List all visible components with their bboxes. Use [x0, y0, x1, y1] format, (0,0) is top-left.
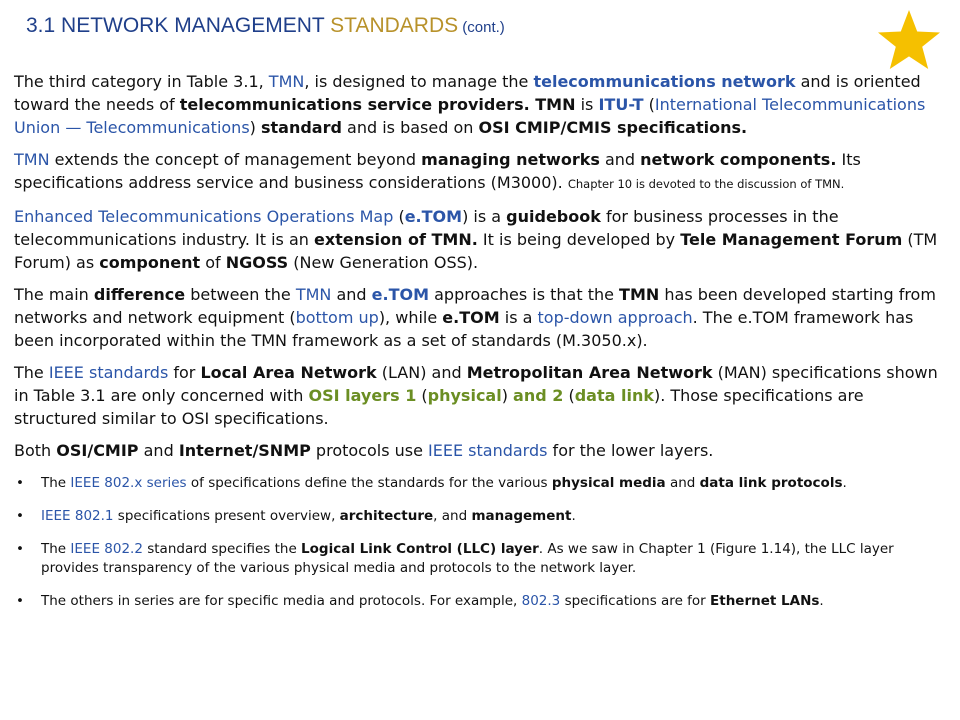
bullet-item — [14, 474, 942, 493]
text-segment: The — [41, 475, 71, 491]
text-segment: is a — [499, 308, 538, 327]
text-segment: for the lower layers. — [547, 441, 714, 460]
text-segment: management — [471, 508, 572, 524]
text-segment: physical — [427, 386, 502, 405]
bullet-marker: • — [16, 541, 24, 557]
text-segment: telecommunications network — [533, 72, 796, 91]
bullet-marker: • — [16, 475, 24, 491]
title-suffix: (cont.) — [458, 19, 505, 36]
bullet-item — [14, 540, 942, 578]
text-segment: and — [331, 285, 372, 304]
text-segment: has been developed starting from networks and network equipment ( — [14, 285, 936, 327]
text-segment: OSI CMIP/CMIS specifications. — [478, 118, 748, 137]
text-segment: . As we saw in Chapter 1 (Figure 1.14), the LLC layer provides transparency of the various physical media and protocols to the network layer. — [41, 541, 894, 576]
text-segment: architecture — [339, 508, 434, 524]
text-segment: and — [665, 475, 700, 491]
text-segment: . — [571, 508, 576, 524]
text-segment: TMN — [295, 285, 332, 304]
text-segment: IEEE 802.2 — [70, 541, 143, 557]
text-segment: and 2 — [513, 386, 564, 405]
paragraph — [14, 205, 942, 274]
text-segment: ) is a — [462, 207, 507, 226]
text-segment: specifications are for — [560, 593, 711, 609]
text-segment: ( — [563, 386, 575, 405]
text-segment: e.TOM — [404, 207, 463, 226]
paragraph — [14, 148, 942, 196]
text-segment: and — [138, 441, 179, 460]
text-segment: , and — [433, 508, 472, 524]
text-segment: The third category in Table 3.1, — [14, 72, 269, 91]
text-segment: ) — [501, 386, 514, 405]
text-segment: is — [575, 95, 599, 114]
text-segment: . — [842, 475, 847, 491]
text-segment: top-down approach — [537, 308, 693, 327]
text-segment: and is oriented toward the needs of — [14, 72, 921, 114]
text-segment: between the — [185, 285, 296, 304]
bullet-list — [14, 474, 942, 611]
title-main: 3.1 NETWORK MANAGEMENT — [26, 14, 331, 37]
text-segment: Internet/SNMP — [178, 441, 311, 460]
text-segment: (LAN) and — [376, 363, 467, 382]
text-segment: Ethernet LANs — [710, 593, 820, 609]
text-segment: (MAN) specifications shown in Table 3.1 are only concerned with — [14, 363, 938, 405]
text-segment: Enhanced Telecommunications Operations Map — [14, 207, 394, 226]
text-segment: IEEE standards — [428, 441, 548, 460]
slide-content — [14, 70, 942, 625]
text-segment: difference — [93, 285, 186, 304]
bullet-marker: • — [16, 508, 24, 524]
text-segment: ( — [393, 207, 405, 226]
text-segment: TMN — [14, 150, 50, 169]
text-segment: for — [168, 363, 201, 382]
text-segment: Local Area Network — [200, 363, 377, 382]
text-segment: IEEE 802.1 — [41, 508, 114, 524]
text-segment: The — [41, 541, 71, 557]
text-segment: Both — [14, 441, 57, 460]
text-segment: approaches is that the — [429, 285, 620, 304]
text-segment: International Telecommunications Union — Telecommunications — [14, 95, 926, 137]
text-segment: Chapter 10 is devoted to the discussion of TMN. — [567, 177, 845, 191]
text-segment: OSI layers 1 — [308, 386, 417, 405]
text-segment: Tele Management Forum — [680, 230, 903, 249]
text-segment: IEEE 802.x series — [70, 475, 187, 491]
text-segment: managing networks — [421, 150, 600, 169]
text-segment: The — [14, 363, 49, 382]
text-segment: data link — [574, 386, 654, 405]
text-segment: Logical Link Control (LLC) layer — [301, 541, 539, 557]
text-segment: data link protocols — [699, 475, 843, 491]
text-segment: guidebook — [506, 207, 601, 226]
bullet-marker: • — [16, 593, 24, 609]
text-segment: protocols use — [310, 441, 429, 460]
text-segment: telecommunications service providers. TMN — [179, 95, 576, 114]
text-segment: physical media — [551, 475, 666, 491]
text-segment: TMN — [619, 285, 660, 304]
text-segment: ITU-T — [598, 95, 644, 114]
text-segment: ). Those specifications are structured similar to OSI specifications. — [14, 386, 864, 428]
text-segment: extension of TMN. — [313, 230, 478, 249]
text-segment: IEEE standards — [48, 363, 169, 382]
text-segment: ( — [643, 95, 655, 114]
text-segment: Its specifications address service and business considerations (M3000). — [14, 150, 861, 192]
text-segment: OSI/CMIP — [56, 441, 139, 460]
text-segment: component — [99, 253, 201, 272]
text-segment: The others in series are for specific media and protocols. For example, — [41, 593, 522, 609]
text-segment: e.TOM — [371, 285, 430, 304]
bullet-item — [14, 507, 942, 526]
text-segment: ( — [416, 386, 428, 405]
text-segment: NGOSS — [225, 253, 289, 272]
text-segment: ) — [249, 118, 261, 137]
star-icon — [875, 8, 943, 74]
page-title — [26, 14, 505, 38]
text-segment: standard — [260, 118, 342, 137]
text-segment: standard specifies the — [142, 541, 302, 557]
paragraph — [14, 283, 942, 352]
text-segment: extends the concept of management beyond — [49, 150, 422, 169]
paragraph-list — [14, 70, 942, 462]
text-segment: . — [819, 593, 824, 609]
paragraph — [14, 361, 942, 430]
text-segment: network components. — [640, 150, 837, 169]
text-segment: The main — [14, 285, 94, 304]
text-segment: (TM Forum) as — [14, 230, 938, 272]
text-segment: for business processes in the telecommunications industry. It is an — [14, 207, 839, 249]
text-segment: (New Generation OSS). — [288, 253, 479, 272]
text-segment: of specifications define the standards for the various — [186, 475, 552, 491]
text-segment: bottom up — [295, 308, 379, 327]
text-segment: , is designed to manage the — [304, 72, 534, 91]
text-segment: . The e.TOM framework has been incorporated within the TMN framework as a set of standards (M.3050.x). — [14, 308, 914, 350]
paragraph — [14, 439, 942, 462]
text-segment: 802.3 — [521, 593, 561, 609]
text-segment: It is being developed by — [477, 230, 681, 249]
bullet-item — [14, 592, 942, 611]
text-segment: specifications present overview, — [113, 508, 340, 524]
text-segment: ), while — [378, 308, 443, 327]
text-segment: TMN — [268, 72, 305, 91]
text-segment: Metropolitan Area Network — [466, 363, 713, 382]
text-segment: e.TOM — [442, 308, 500, 327]
text-segment: of — [200, 253, 226, 272]
title-accent: STANDARDS — [330, 14, 459, 37]
paragraph — [14, 70, 942, 139]
text-segment: and — [599, 150, 641, 169]
text-segment: and is based on — [341, 118, 479, 137]
